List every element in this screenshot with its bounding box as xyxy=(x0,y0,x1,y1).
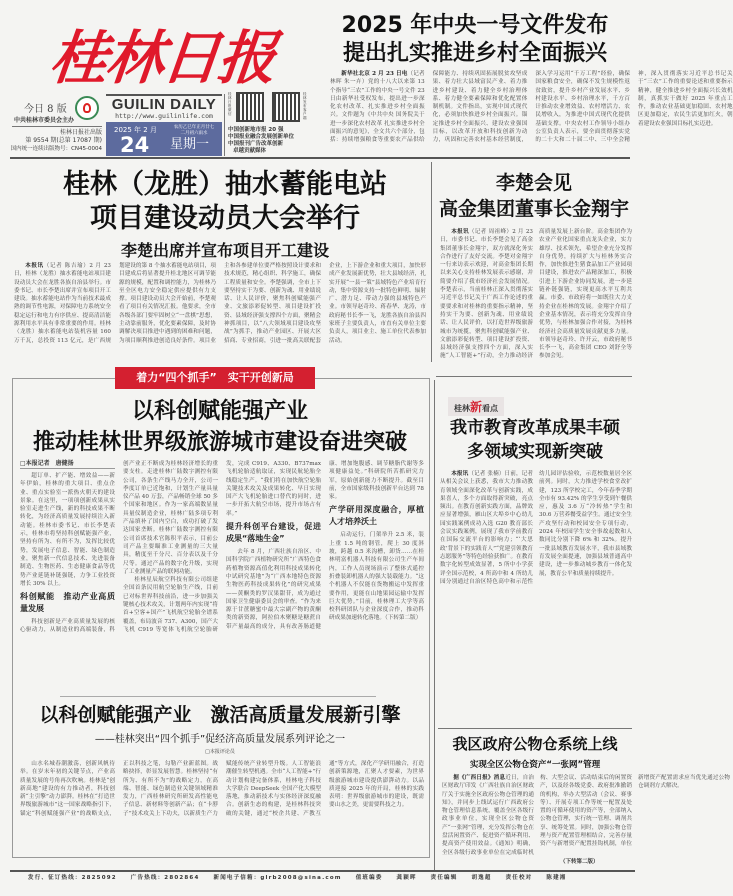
headline-line: 推动桂林世界级旅游城市建设奋进突破 xyxy=(32,429,407,455)
honor-item: 中国报刊广告改革创新 xyxy=(228,141,284,147)
continued-note: （下转第二版） xyxy=(560,859,599,865)
dateline: 据《广西日报》消息 xyxy=(453,775,506,781)
headline-line: 以科创赋能强产业 xyxy=(131,398,308,424)
sponsor: 中共桂林市委员会主办 xyxy=(14,117,75,124)
editor-on-duty: 龚颖晖 xyxy=(396,875,417,881)
qr-code-icon[interactable] xyxy=(272,92,300,122)
education-headline xyxy=(438,416,632,464)
paragraph: 超订单、扩产能、增效益——新年伊始，桂林的重大项目、重点企业、重点实验室一派热火朝天的建设景象。在这里，一项项创新成果从实验室走进生产线，新的科技成果不断转化，为经济高质量发展持续注入新动能。桂林市委书记、市长李楚表示，桂林市将坚持科创赋能强产业，坚持有所为、有所不为，发挥比较优势，发展电子信息、智能、绿色制造业，聚焦新一代信息技术、先进装备制造、生物医药、生态健康食品等优势产业延链补链强链，力争工业投资增长 30% 以上。 xyxy=(20,473,115,587)
article-text: （记者 张楠）日前，记者从相关会议上获悉，我市大力推动教育领域全面深化改革与创新实践，成果喜人，多个方面取得新突破，亮点频出。在教育创新实践方面，品牌效应显著增强，雁山区大埠乡中心幼儿园实践案例成功入选 G20 教育部长会议实践案例，展现了我市学前教育在国际交流平台的影响力；“‘大思政’背景下的实践育人”“党建引领教育志愿服务”等特色经验获推广。在教育数字化转型成效显著，5 所中小学获评全国示范校，4 所高中和 4 所幼儿园分别通过自治区特色高中和示范性幼儿园评估验收，示范校数量居全区前列。同时，大力推进学校食堂改扩建，123 所学校完工，今年春季学期全市有 93.42% 的学生享受到午餐供应，惠及 3.6 万“冷转热”学生和 30.6 万营养餐受益学生。通过安全生产攻坚行动和校园安全专项行动，2024 年校园学生安全事故起数和人数同比分别下降 6% 和 32%。提升一批县域教育发展水平，我市县域教育发展全面提速，加强县域普通高中建设，进一步推动城乡教育一体化发展，教育公平和质量持续提升。 xyxy=(440,471,632,585)
lunar-date: 农历乙巳年正月廿七 xyxy=(173,125,215,130)
headline-line: 高金集团董事长金翔宇 xyxy=(438,198,629,220)
paragraph: 山水名城春潮激荡，创新风帆待举。在岁末年初的关键节点，产业高质量发展的号角再次吹响。桂林是“创新高地”建设的有力推动者，科技创新“主引擎”动力澎湃。桂林在“打造世界级旅游城市”这一国家战略指引下，锚定“科创赋能强产业”的战略支点，正以科技之笔，勾勒产业新蓝图。战略抉择，彰显发展智慧。桂林坚持“有所为、有所不为”的战略定力，在高端、智能、绿色制造业关键领域精准发力，广西桂林研究所研发高性能电子信息、新材料等创新产品；在“卡脖子”技术攻关上下功夫，以新质生产力赋能传统产业转型升级。人工智能浪潮催生转型机遇。全市“人工智能+”行动计划构建完备体系，桂林电子科技大学联合 DeepSeek 全国产化大模型落地，推动新技术与实体经济深度融合。创新生态的构建，是桂林科技突破的关键，通过“校企共建、产教互通”等方式，深化产学研用融合，打造创新策源地，汇聚人才要素，为世界级旅游城市建设提供澎湃动力。以品质迎接 2025 年的开局，桂林的实践表明：世界级旅游城市的建设，既需要山水之美，更需要科技之力。 xyxy=(20,761,424,817)
article-text: （记者 陈吉瑜）2 月 23 日，桂林（龙胜）抽水蓄能电站项目建设动员大会在龙胜各族自治县举行。市委书记、市长李楚出席并宣布项目开工建设。抽水蓄能电站作为当前技术最成熟的调节性电源，对保障电力系统安全稳定运行和电力有序供应、提高清洁能源利用水平具有非常重要的作用。桂林（龙胜）抽水蓄能电站装机容量 160 万千瓦，总投资 113 亿元，是广西规划建设的第 8 个抽水蓄能电站项目，项目建成后将显著提升桂北地区可调节能源的规模，配置和调控能力，为桂林乃至全区电力安全稳定供应提供有力支撑。项目建设动员大会开始前，李楚观看了项目有关情况汇报。他要求，全市各级各部门要牢固树立“一盘棋”思想，主动靠前服务，优化要素保障，及时协调解决项目推进中遇到的困难和问题，为项目顺利推进创造良好条件。项目业主和各参建单位要严格按照设计要求和技术规范，精心组织、科学施工，确保工程质量和安全。李楚强调，全市上下要坚持实干为要、创新为魂、用业绩说话、让人民评价，聚焦科创赋能强产业、文旅添彩促转型、项目建设扩投资、县域经济强支撑四个方面，聚精会神抓项目，以“八大领域项目建设攻坚战”为抓手，推动产业园区、开展大区招商、专业招商，引进一批高关联配套企业，上下游企业和重大项目，加快形成产业发展新优势，壮大县域经济，扎实开展“一县一策”县域特色产业培育行动，集中资源支持一批特色鲜明、辐射广、潜力足、带动力强的县域特色产业。市领导赵奇玲、蒋春华、龙涛，市政府秘书长李一飞，龙胜各族自治县四家班子主要负责人，市直有关单位主要负责人，项目业主、施工单位代表参加活动。 xyxy=(14,263,426,344)
top-article-body xyxy=(330,70,733,152)
meeting-article-body xyxy=(440,228,632,372)
headline-line: 项目建设动员大会举行 xyxy=(90,203,360,234)
weekday: 星期一 xyxy=(170,137,210,152)
main-headline xyxy=(20,168,430,236)
qr2-label: 桂林发布客户端 xyxy=(303,92,307,120)
publisher: 桂林日报社出版 xyxy=(59,129,102,136)
solar-term: 二月初六雨水 xyxy=(180,131,208,136)
headline-line: 桂林（龙胜）抽水蓄能电站 xyxy=(63,169,387,200)
cn-number: 国内统一连续出版物号：CN45-0004 xyxy=(10,146,102,152)
proofreader-label: 责任校对 xyxy=(505,875,533,881)
commentary-headline: 以科创赋能强产业 激活高质量发展新引擎 xyxy=(39,704,401,726)
proofreader: 陈建湘 xyxy=(546,875,567,881)
tag-text: 看点 xyxy=(482,403,499,413)
dateline: 新华社北京 2 月 23 日电 xyxy=(341,71,408,77)
dateline: 本报讯 xyxy=(451,471,469,477)
qr1-label: 桂林日报微信 xyxy=(228,92,232,116)
tag-text: 桂林 xyxy=(454,403,470,413)
honors-list xyxy=(228,127,294,155)
paragraph: 科技创新是产业高质量发展的核心驱动力，从制造业的高端装备，科创产业正不断成为桂林经济增长的重要支柱。走进桂林广陆数字测控有限公司，各条生产线马力全开，公司一季度订单已近饱和，计划生产量具量仪产品 40 万套，产品畅销全球 50 多个国家和地区。作为一家高端数显量具量仪制造企业，桂林广陆多项专利产品填补了国内空白，成功打破了发达国家垄断。桂林广陆数字测控有限公司首席技术官陈积平表示，目前公司产品主要瞄准工业测量的三大量具，精度至千分尺、百分表以及千分尺等。通过产品的数字化升级，实现了工业测量产品的联网功能。 xyxy=(20,461,218,634)
date-box xyxy=(106,122,222,156)
section-subheading: 科创赋能 推动产业高质量发展 xyxy=(20,592,115,614)
pages-count: 今日 8 版 xyxy=(24,104,67,115)
paragraph: 启动运行，门架举升 2.5 米，装上重 1.5 吨的钢管，爬上 30 度斜坡，跨越 0.5 米沟槽，卸货……在桂林明富机器人科技有限公司生产车间内，工作人员现场演示了整体式遥控折叠装卸机器人的强大装载能力。“这个机器人不仅能在货物搬运中发挥重要作用，更能在山地果园运输中发挥巨大优势。”目前，桂林理工大学等高校科研团队与企业深度合作，推动科研成果加速转化落地。（下转第二版） xyxy=(329,532,424,622)
newspaper-logo: 桂林日报 xyxy=(46,24,278,92)
feature-banner: 着力“四个抓手” 实干开创新局 xyxy=(115,367,315,389)
website-link[interactable]: http://www.guilinlife.com xyxy=(115,112,213,120)
warehouse-article-body xyxy=(442,774,730,858)
article-text: （记者 林晖 朱一卉）党的十八大以来第 13 个指导“三农”工作的中央一号文件 23 日由新华社受权发布，提出进一步深化农村改革、扎实推进乡村全面振兴。文件题为《中共中央 国务院关于进一步深化农村改革 扎实推进乡村全面振兴的意见》，全文共六个部分，包括：持续增强粮食等重要农产品供给保障能力、持续巩固拓展脱贫攻坚成果、着力壮大县域富民产业、着力推进乡村建设、着力健全乡村治理体系、着力健全要素保障和优化配置体制机制。文件指出，实现中国式现代化，必须加快推进乡村全面振兴。锚定推进乡村全面振兴、建设农业强国目标，以改革开放和科技创新为动力，巩固和完善农村基本经营制度，深入学习运用“千万工程”经验，确保国家粮食安全，确保不发生规模性返贫致贫，提升乡村产业发展水平、乡村建设水平、乡村治理水平，千方百计推动农业增效益、农村增活力、农民增收入，为推进中国式现代化提供基础支撑。中央农村工作领导小组办公室负责人表示，要全面贯彻落实党的二十大和二十届二中、三中全会精神，深入贯彻落实习近平总书记关于“三农”工作的重要论述和重要指示精神，健全推进乡村全面振兴长效机制，真抓实干做好 2025 年重点工作，推动农业基础更加稳固、农村地区更加稳定，农民生活更加红火，朝着建设农业强国目标扎实迈进。 xyxy=(330,71,733,144)
honor-item: 中国创新地市报 20 强 xyxy=(228,127,284,133)
headline-line: 提出扎实推进乡村全面振兴 xyxy=(342,41,607,66)
section-subheading: 产学研用深度融合，厚植人才培养沃土 xyxy=(329,505,424,527)
date-year-month: 2025 年 2 月 xyxy=(114,126,157,134)
headline-line: 多领域实现新突破 xyxy=(467,442,603,462)
section-subheading: 提升科创平台建设，促进成果“落地生金” xyxy=(226,522,321,544)
commentary-body xyxy=(20,760,424,850)
news-email: 新闻电子信箱：glrb2008@sina.com xyxy=(213,875,342,881)
warehouse-subheadline: 实现全区公物仓资产“一张网”管理 xyxy=(469,760,601,770)
editor: 胡逸超 xyxy=(471,875,492,881)
warehouse-headline: 我区政府公物仓系统上线 xyxy=(452,735,618,753)
byline: □本报记者 唐健扬 xyxy=(20,460,115,469)
feature-headline xyxy=(20,396,420,458)
qr-code-icon[interactable] xyxy=(236,92,264,122)
top-article-headline xyxy=(330,12,620,68)
main-subheadline: 李楚出席并宣布项目开工建设 xyxy=(120,241,329,260)
editor-on-duty-label: 值班编委 xyxy=(355,875,383,881)
headline-line: 2025 年中央一号文件发布 xyxy=(341,13,609,38)
main-article-body xyxy=(14,262,426,358)
meeting-headline xyxy=(436,170,632,222)
distribution-hotline: 发行、征订热线：2825092 xyxy=(28,875,117,881)
footer-bar xyxy=(28,874,638,882)
honor-item: 卓越贡献媒体 xyxy=(233,148,267,154)
dateline: 本报讯 xyxy=(25,263,44,269)
honor-item: 中国报业融合发展创新单位 xyxy=(228,134,295,140)
headline-line: 李楚会见 xyxy=(495,172,572,194)
ads-hotline: 广告热线：2802864 xyxy=(130,875,200,881)
feature-article-body xyxy=(20,460,424,692)
section-tag xyxy=(448,397,504,416)
dateline: 本报讯 xyxy=(451,229,469,235)
paragraph: 桂林星辰航空科技有限公司组建全国首条民用航空轮胎生产线，目前已对标世界科技前沿，进一步加强关键核心技术攻关，计划两年内实现“将首+空客+国产”飞机航空轮胎全谱系覆盖，布局波音 737、A300，国产大飞机 C919 等宽体飞机航空轮胎研发，完成 C919、A330、B737max 飞机轮胎适航取证，实现民航轮胎全线稳定生产。“我们将在加快航空轮胎关键技术攻关及成果转化、早日实现国产大飞机轮胎进口替代的同时，进一步开拓大航空市场，提升市场占有率。” xyxy=(123,461,321,633)
article-text: 近日，自治区财政厅印发《广西壮族自治区财政厅关于实施全区政府公物仓管理的通知》，并同步上线试运行广西政府公物仓管理信息系统，覆盖全区各级行政事业单位，实现全区公物仓资产“一张网”管理，充分发挥公物仓在盘活闲置资产、促进资产循环利用、提高资产使用效益。《通知》明确，全区各级行政事业单位在完成临时机构、大型会议、活动结束后的闲置资产，以及经各级党委、政府批准撤销的机构，举办大型活动（会议、赛事等）、开展专项工作等统一配置及处置的可循环使用的资产等，全部纳入公物仓管理，实行统一管理、调剂共享、统筹处置。同时，加强公物仓管理与资产配置管理相结合，完善存量资产与新增资产配置挂钩机制，单位新增资产配置需求应当优先通过公物仓调剂方式解决。 xyxy=(442,775,730,856)
editor-label: 责任编辑 xyxy=(430,875,458,881)
headline-line: 我市教育改革成果丰硕 xyxy=(450,418,620,438)
commentary-byline: □本报评论员 xyxy=(205,749,235,755)
tag-highlight: 新 xyxy=(470,400,483,414)
paragraph: 去年 8 月，广西壮族自治区、中国科学院广西植物研究所“广西特色食药植物资源高值化利用科技成果转化中试研究基地”为“广西本地特色资源生物医药科技成果转化”的研究成果——黄酮类的罗汉果甜苷，成为通过国家卫生健康委员会的审查。“作为来源于甘蔗糖蜜中最大宗副产物的黄酮类的新资源，阿拉伯木聚糖是糖蔗自带产量最高的成分，具有改善肠道健康、增加饱腹感、调节糖脂代谢等多项健康益处。”科研院所苦抓研究力军，原始创新能力不断提升。截至目前，全市国家级科技创新平台达到 78 家。 xyxy=(226,461,424,630)
article-text: （记者 周祖峰）2 月 23 日，市委书记、市长李楚会见了高金集团董事长金翔宇，双方就深化务实合作进行了友好交流。李楚对金翔宇一行来访表示欢迎，对高金集团长期以来关心支持桂林发展表示感谢，并简要介绍了我市经济社会发展情况。李楚表示，当前桂林正深入贯彻落实习近平总书记关于广西工作论述的重要要求和对桂林的重要指示精神，坚持实干为要、创新为魂、用业绩说话、让人民评价，以打造世界级旅游城市为统揽，聚焦科创赋能强产业、文旅添彩促转型、项目建设扩投资、县域经济强支撑四个方面，深入实施“人工智能+”行动，全力推动经济高质量发展上新台阶。高金集团作为农业产业化国家重点龙头企业，实力雄厚、技术领先，希望企业充分发挥自身优势，持续扩大与桂林务实合作，加快推进生猪食品加工产业园项目建设，推进农产品精深加工，积极引进上下游企业协同发展，进一步延链补链强链，实现更高水平互利共赢。市委、市政府将一如既往大力支持企业在桂林的发展。金翔宇介绍了企业基本情况，表示将充分发挥自身优势，与桂林加强合作对接，为桂林经济社会高质量发展贡献更多力量。市领导赵奇玲、许开云，市政府秘书长李一飞，高金集团 CEO 刘舒全等参加会见。 xyxy=(440,229,632,360)
education-article-body xyxy=(440,470,632,725)
english-name: GUILIN DAILY xyxy=(106,94,222,113)
issue-number: 第 9554 期(总第 17087 期) xyxy=(25,137,102,144)
commentary-subheadline: ——桂林突出“四个抓手”促经济高质量发展系列评论之一 xyxy=(94,734,346,745)
emblem-icon xyxy=(75,96,99,120)
date-day: 24 xyxy=(120,133,150,157)
